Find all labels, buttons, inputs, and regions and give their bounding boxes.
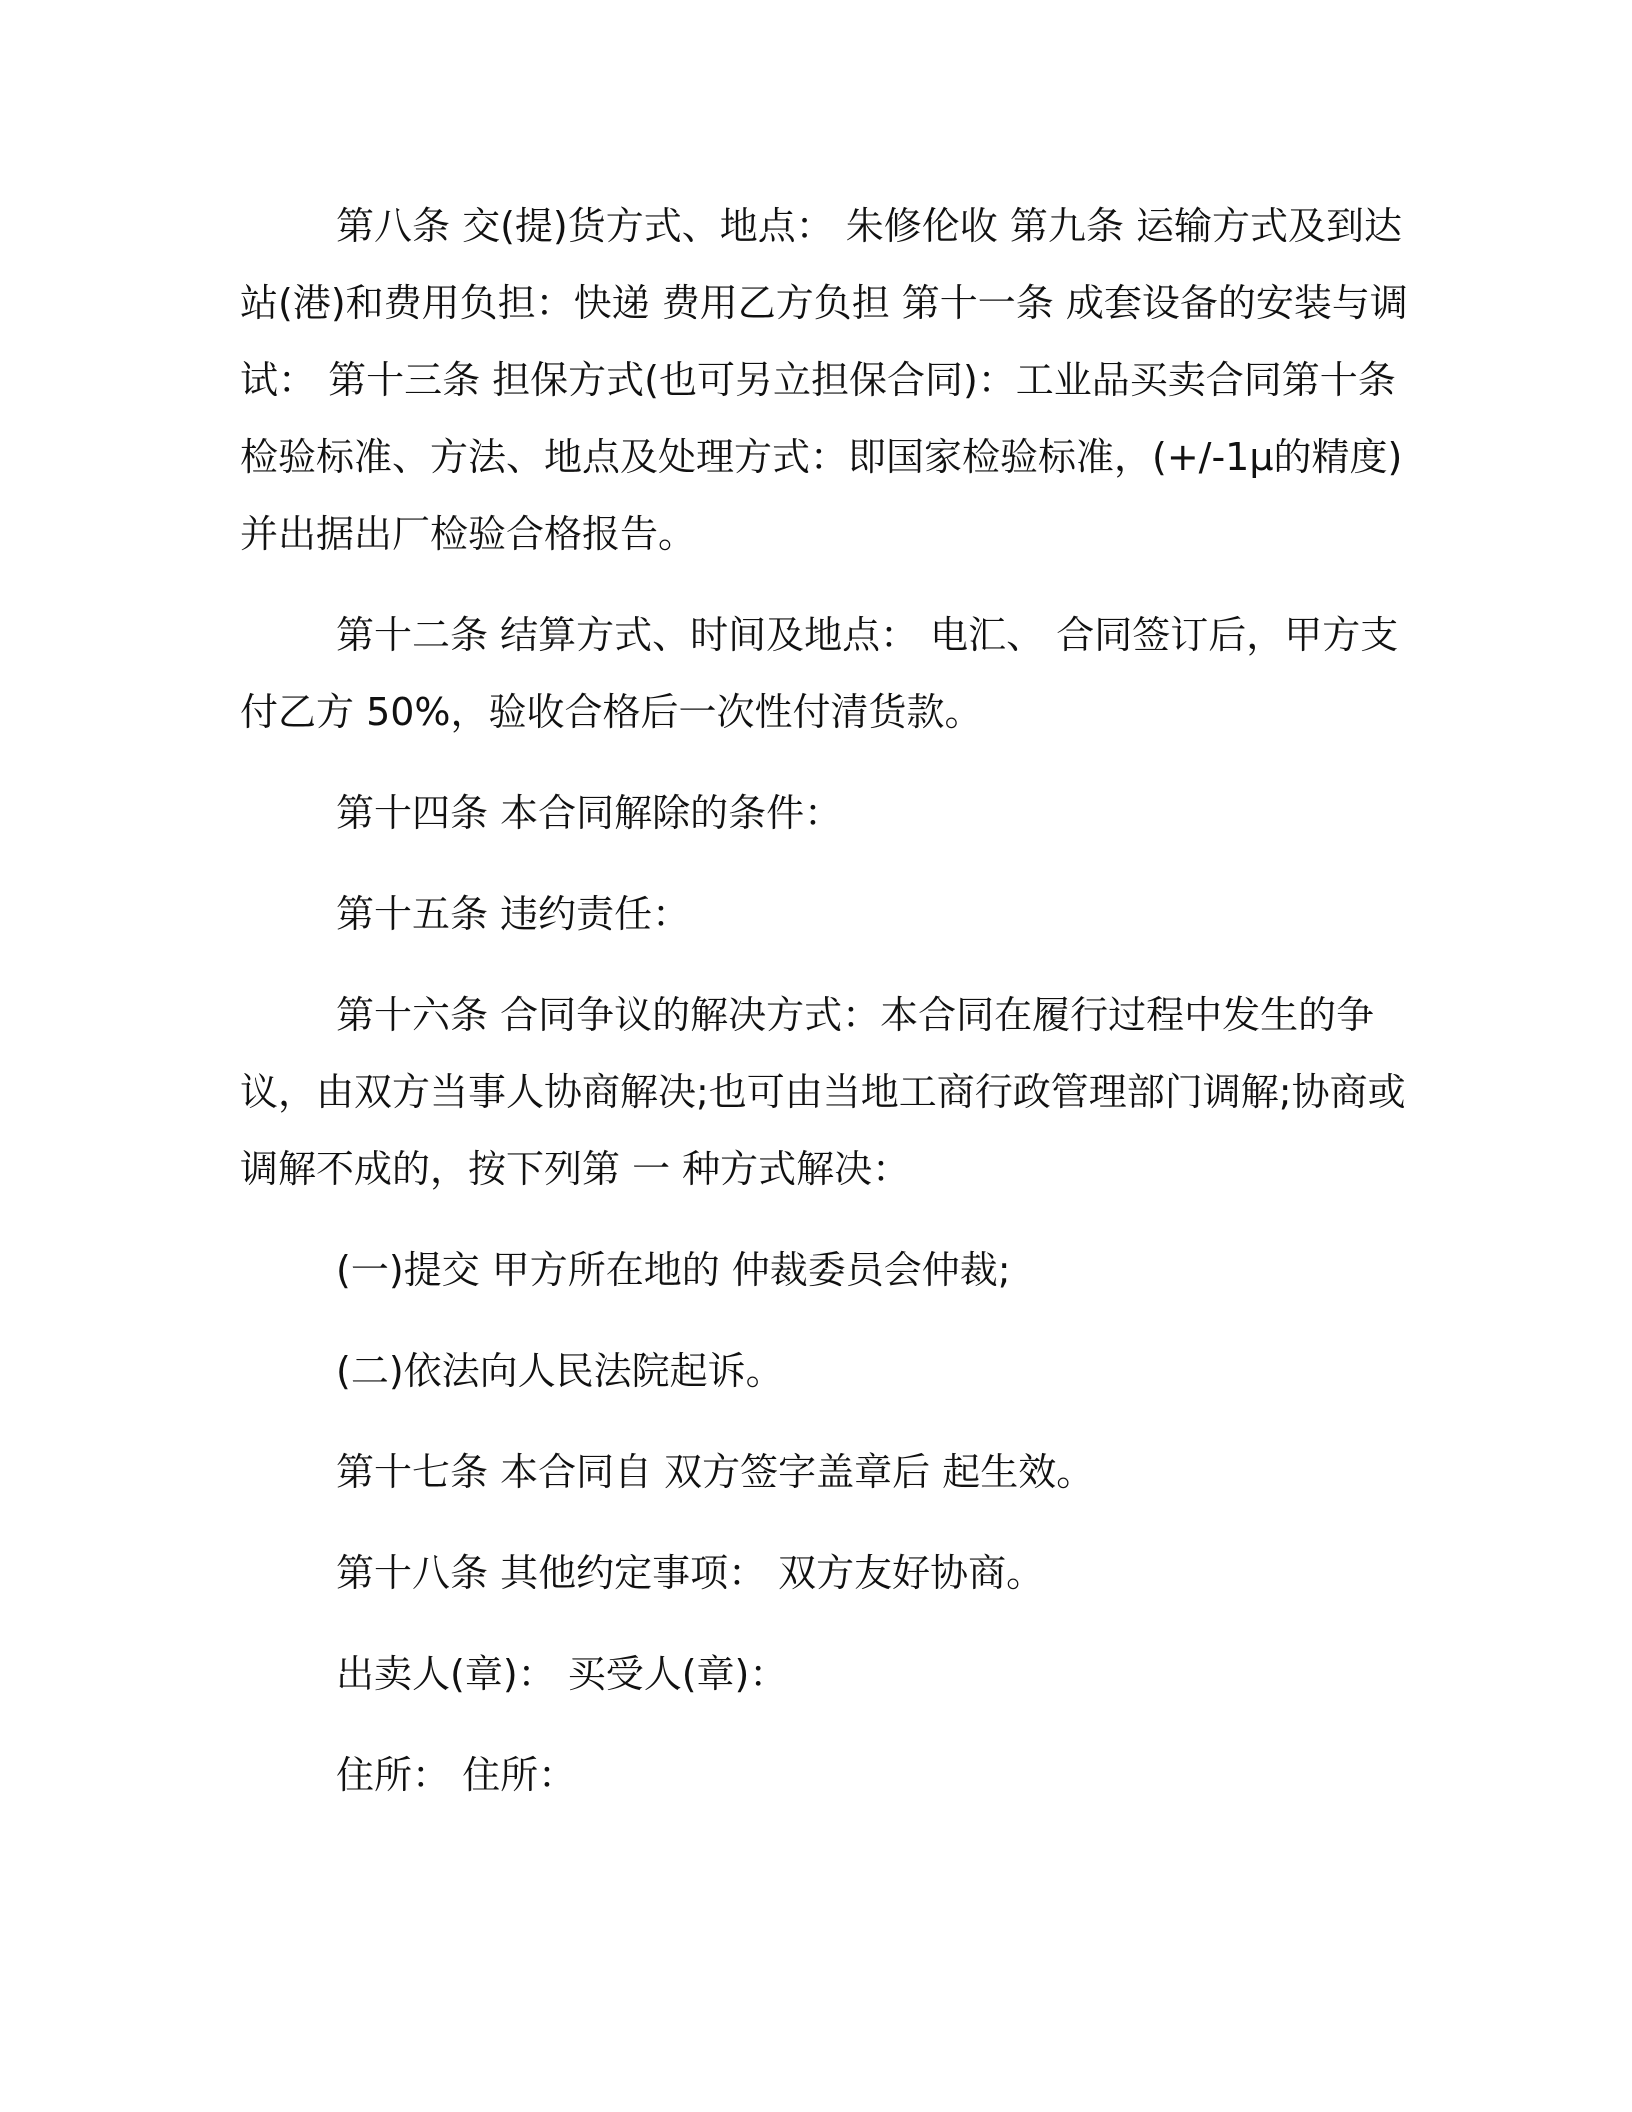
paragraph-article-15: 第十五条 违约责任： bbox=[336, 892, 691, 936]
paragraph-article-17: 第十七条 本合同自 双方签字盖章后 起生效。 bbox=[336, 1450, 1095, 1494]
paragraph-article-14: 第十四条 本合同解除的条件： bbox=[336, 791, 843, 835]
paragraph-article-16: 第十六条 合同争议的解决方式：本合同在履行过程中发生的争议，由双方当事人协商解决;也可由当地工商行政管理部门调解;协商或调解不成的，按下列第 一 种方式解决： bbox=[240, 993, 1406, 1191]
paragraph-seller-buyer-seal: 出卖人(章)： 买受人(章)： bbox=[336, 1652, 788, 1696]
paragraph-article-8-9-11-13-10: 第八条 交(提)货方式、地点： 朱修伦收 第九条 运输方式及到达站(港)和费用负担：快递 费用乙方负担 第十一条 成套设备的安装与调试： 第十三条 担保方式(也可另立担保合同)：工业品买卖合同第十条检验标准、方法、地点及处理方式：即国家检验标准，(+/-1μ的精度)并出据出厂检验合格报告。 bbox=[240, 204, 1408, 556]
paragraph-option-1: (一)提交 甲方所在地的 仲裁委员会仲裁; bbox=[336, 1248, 1011, 1292]
paragraph-address: 住所： 住所： bbox=[336, 1753, 577, 1797]
document-body bbox=[240, 188, 1412, 1838]
paragraph-article-18: 第十八条 其他约定事项： 双方友好协商。 bbox=[336, 1551, 1045, 1595]
paragraph-option-2: (二)依法向人民法院起诉。 bbox=[336, 1349, 784, 1393]
paragraph-article-12: 第十二条 结算方式、时间及地点： 电汇、 合同签订后，甲方支付乙方 50%，验收合格后一次性付清货款。 bbox=[240, 613, 1399, 734]
